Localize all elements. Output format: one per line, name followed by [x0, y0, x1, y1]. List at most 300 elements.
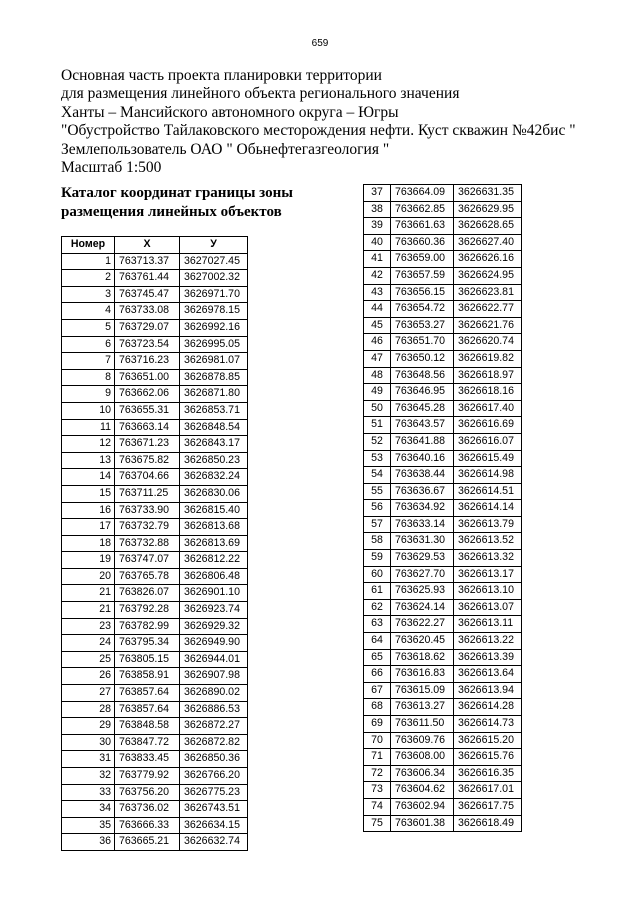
- point-number-cell: 5: [62, 319, 115, 336]
- point-number-cell: 55: [364, 483, 391, 500]
- x-coordinate-cell: 763805.15: [115, 651, 180, 668]
- y-coordinate-cell: 3626743.51: [180, 801, 248, 818]
- point-number-cell: 73: [364, 782, 391, 799]
- table-row: [62, 801, 248, 818]
- y-coordinate-cell: 3626992.16: [180, 319, 248, 336]
- table-row: [364, 782, 522, 799]
- table-row: [62, 768, 248, 785]
- point-number-cell: 49: [364, 384, 391, 401]
- x-coordinate-cell: 763616.83: [391, 666, 454, 683]
- point-number-cell: 21: [62, 602, 115, 619]
- x-coordinate-cell: 763736.02: [115, 801, 180, 818]
- table-row: [364, 583, 522, 600]
- x-coordinate-cell: 763609.76: [391, 732, 454, 749]
- point-number-cell: 47: [364, 350, 391, 367]
- y-coordinate-cell: 3626901.10: [180, 585, 248, 602]
- coordinates-table-right: [363, 184, 522, 832]
- table-row: [364, 765, 522, 782]
- page-number: 659: [311, 38, 329, 49]
- x-coordinate-cell: 763615.09: [391, 682, 454, 699]
- x-coordinate-cell: 763704.66: [115, 469, 180, 486]
- point-number-cell: 41: [364, 251, 391, 268]
- point-number-cell: 46: [364, 334, 391, 351]
- y-coordinate-cell: 3626872.82: [180, 734, 248, 751]
- coordinates-table-left: [61, 236, 248, 851]
- point-number-cell: 24: [62, 635, 115, 652]
- table-row: [364, 251, 522, 268]
- x-coordinate-cell: 763826.07: [115, 585, 180, 602]
- point-number-cell: 21: [62, 585, 115, 602]
- point-number-cell: 40: [364, 234, 391, 251]
- table-row: [364, 218, 522, 235]
- point-number-cell: 66: [364, 666, 391, 683]
- x-coordinate-cell: 763624.14: [391, 599, 454, 616]
- table-row: [62, 485, 248, 502]
- x-coordinate-cell: 763661.63: [391, 218, 454, 235]
- table-row: [62, 585, 248, 602]
- table-row: [62, 751, 248, 768]
- x-coordinate-cell: 763601.38: [391, 815, 454, 832]
- y-coordinate-cell: 3626620.74: [454, 334, 522, 351]
- point-number-cell: 12: [62, 436, 115, 453]
- point-number-cell: 62: [364, 599, 391, 616]
- point-number-cell: 1: [62, 253, 115, 270]
- table-row: [62, 519, 248, 536]
- x-coordinate-cell: 763732.88: [115, 535, 180, 552]
- point-number-cell: 30: [62, 734, 115, 751]
- table-row: [364, 350, 522, 367]
- x-coordinate-cell: 763657.59: [391, 267, 454, 284]
- y-coordinate-cell: 3626617.01: [454, 782, 522, 799]
- x-coordinate-cell: 763665.21: [115, 834, 180, 851]
- y-coordinate-cell: 3626949.90: [180, 635, 248, 652]
- y-coordinate-cell: 3626971.70: [180, 286, 248, 303]
- point-number-cell: 63: [364, 616, 391, 633]
- table-row: [364, 749, 522, 766]
- x-coordinate-cell: 763633.14: [391, 516, 454, 533]
- table-row: [364, 666, 522, 683]
- point-number-cell: 17: [62, 519, 115, 536]
- x-coordinate-cell: 763648.56: [391, 367, 454, 384]
- table-row: [364, 483, 522, 500]
- point-number-cell: 3: [62, 286, 115, 303]
- point-number-cell: 45: [364, 317, 391, 334]
- table-row: [364, 533, 522, 550]
- point-number-cell: 67: [364, 682, 391, 699]
- point-number-cell: 34: [62, 801, 115, 818]
- y-coordinate-cell: 3626631.35: [454, 185, 522, 202]
- table-row: [62, 817, 248, 834]
- y-coordinate-cell: 3626813.69: [180, 535, 248, 552]
- y-coordinate-cell: 3626850.36: [180, 751, 248, 768]
- point-number-cell: 68: [364, 699, 391, 716]
- x-coordinate-cell: 763631.30: [391, 533, 454, 550]
- point-number-cell: 74: [364, 798, 391, 815]
- x-coordinate-cell: 763627.70: [391, 566, 454, 583]
- y-coordinate-cell: 3626907.98: [180, 668, 248, 685]
- point-number-cell: 10: [62, 402, 115, 419]
- x-coordinate-cell: 763729.07: [115, 319, 180, 336]
- y-coordinate-cell: 3626613.79: [454, 516, 522, 533]
- x-coordinate-cell: 763618.62: [391, 649, 454, 666]
- y-coordinate-cell: 3626806.48: [180, 568, 248, 585]
- y-coordinate-cell: 3626613.10: [454, 583, 522, 600]
- point-number-cell: 61: [364, 583, 391, 600]
- x-coordinate-cell: 763636.67: [391, 483, 454, 500]
- y-coordinate-cell: 3626613.11: [454, 616, 522, 633]
- point-number-cell: 52: [364, 433, 391, 450]
- point-number-cell: 2: [62, 270, 115, 287]
- y-coordinate-cell: 3626617.75: [454, 798, 522, 815]
- point-number-cell: 28: [62, 701, 115, 718]
- x-coordinate-cell: 763651.70: [391, 334, 454, 351]
- y-coordinate-cell: 3626613.94: [454, 682, 522, 699]
- x-coordinate-cell: 763608.00: [391, 749, 454, 766]
- y-coordinate-cell: 3626614.51: [454, 483, 522, 500]
- y-coordinate-cell: 3626613.52: [454, 533, 522, 550]
- x-coordinate-cell: 763858.91: [115, 668, 180, 685]
- x-coordinate-cell: 763723.54: [115, 336, 180, 353]
- y-coordinate-cell: 3626872.27: [180, 718, 248, 735]
- table-row: [364, 633, 522, 650]
- column-header-y: У: [180, 237, 248, 254]
- point-number-cell: 48: [364, 367, 391, 384]
- x-coordinate-cell: 763650.12: [391, 350, 454, 367]
- y-coordinate-cell: 3626613.22: [454, 633, 522, 650]
- point-number-cell: 4: [62, 303, 115, 320]
- x-coordinate-cell: 763638.44: [391, 467, 454, 484]
- y-coordinate-cell: 3626616.69: [454, 417, 522, 434]
- table-row: [62, 253, 248, 270]
- x-coordinate-cell: 763675.82: [115, 452, 180, 469]
- y-coordinate-cell: 3626613.32: [454, 550, 522, 567]
- x-coordinate-cell: 763716.23: [115, 353, 180, 370]
- point-number-cell: 15: [62, 485, 115, 502]
- y-coordinate-cell: 3626613.39: [454, 649, 522, 666]
- point-number-cell: 31: [62, 751, 115, 768]
- point-number-cell: 18: [62, 535, 115, 552]
- point-number-cell: 9: [62, 386, 115, 403]
- table-row: [62, 469, 248, 486]
- x-coordinate-cell: 763847.72: [115, 734, 180, 751]
- table-row: [364, 433, 522, 450]
- table-row: [364, 400, 522, 417]
- table-row: [62, 452, 248, 469]
- table-row: [364, 234, 522, 251]
- y-coordinate-cell: 3626886.53: [180, 701, 248, 718]
- x-coordinate-cell: 763711.25: [115, 485, 180, 502]
- point-number-cell: 70: [364, 732, 391, 749]
- x-coordinate-cell: 763756.20: [115, 784, 180, 801]
- table-row: [62, 718, 248, 735]
- x-coordinate-cell: 763656.15: [391, 284, 454, 301]
- table-row: [364, 467, 522, 484]
- y-coordinate-cell: 3626613.64: [454, 666, 522, 683]
- y-coordinate-cell: 3626627.40: [454, 234, 522, 251]
- y-coordinate-cell: 3626813.68: [180, 519, 248, 536]
- y-coordinate-cell: 3626624.95: [454, 267, 522, 284]
- y-coordinate-cell: 3626618.16: [454, 384, 522, 401]
- table-row: [62, 319, 248, 336]
- point-number-cell: 35: [62, 817, 115, 834]
- y-coordinate-cell: 3626616.07: [454, 433, 522, 450]
- y-coordinate-cell: 3627027.45: [180, 253, 248, 270]
- table-row: [364, 566, 522, 583]
- x-coordinate-cell: 763641.88: [391, 433, 454, 450]
- y-coordinate-cell: 3626615.20: [454, 732, 522, 749]
- table-row: [62, 419, 248, 436]
- section-title: Каталог координат границы зоны размещения линейных объектов: [61, 185, 293, 220]
- y-coordinate-cell: 3626628.65: [454, 218, 522, 235]
- header-line-object: для размещения линейного объекта регионального значения: [61, 85, 460, 103]
- x-coordinate-cell: 763651.00: [115, 369, 180, 386]
- point-number-cell: 56: [364, 500, 391, 517]
- y-coordinate-cell: 3626923.74: [180, 602, 248, 619]
- table-row: [364, 550, 522, 567]
- y-coordinate-cell: 3626626.16: [454, 251, 522, 268]
- y-coordinate-cell: 3626632.74: [180, 834, 248, 851]
- x-coordinate-cell: 763833.45: [115, 751, 180, 768]
- point-number-cell: 57: [364, 516, 391, 533]
- y-coordinate-cell: 3626848.54: [180, 419, 248, 436]
- y-coordinate-cell: 3626812.22: [180, 552, 248, 569]
- table-row: [364, 284, 522, 301]
- point-number-cell: 26: [62, 668, 115, 685]
- point-number-cell: 8: [62, 369, 115, 386]
- column-header-number: Номер: [62, 237, 115, 254]
- x-coordinate-cell: 763745.47: [115, 286, 180, 303]
- header-line-region: Ханты – Мансийского автономного округа – Югры: [61, 103, 399, 121]
- table-row: [364, 516, 522, 533]
- x-coordinate-cell: 763747.07: [115, 552, 180, 569]
- y-coordinate-cell: 3626995.05: [180, 336, 248, 353]
- point-number-cell: 59: [364, 550, 391, 567]
- x-coordinate-cell: 763733.90: [115, 502, 180, 519]
- y-coordinate-cell: 3626623.81: [454, 284, 522, 301]
- header-line-title: "Обустройство Тайлаковского месторождения нефти. Куст скважин №42бис ": [61, 122, 576, 140]
- x-coordinate-cell: 763779.92: [115, 768, 180, 785]
- table-row: [364, 798, 522, 815]
- point-number-cell: 64: [364, 633, 391, 650]
- x-coordinate-cell: 763606.34: [391, 765, 454, 782]
- table-row: [62, 386, 248, 403]
- table-row: [62, 602, 248, 619]
- x-coordinate-cell: 763634.92: [391, 500, 454, 517]
- table-row: [364, 815, 522, 832]
- point-number-cell: 54: [364, 467, 391, 484]
- y-coordinate-cell: 3626615.76: [454, 749, 522, 766]
- y-coordinate-cell: 3626613.07: [454, 599, 522, 616]
- document-header: [61, 67, 621, 177]
- x-coordinate-cell: 763664.09: [391, 185, 454, 202]
- x-coordinate-cell: 763848.58: [115, 718, 180, 735]
- x-coordinate-cell: 763765.78: [115, 568, 180, 585]
- y-coordinate-cell: 3626613.17: [454, 566, 522, 583]
- x-coordinate-cell: 763659.00: [391, 251, 454, 268]
- y-coordinate-cell: 3626843.17: [180, 436, 248, 453]
- y-coordinate-cell: 3626634.15: [180, 817, 248, 834]
- y-coordinate-cell: 3626978.15: [180, 303, 248, 320]
- x-coordinate-cell: 763782.99: [115, 618, 180, 635]
- table-row: [62, 784, 248, 801]
- point-number-cell: 60: [364, 566, 391, 583]
- x-coordinate-cell: 763654.72: [391, 301, 454, 318]
- x-coordinate-cell: 763640.16: [391, 450, 454, 467]
- x-coordinate-cell: 763671.23: [115, 436, 180, 453]
- table-row: [364, 201, 522, 218]
- table-row: [364, 649, 522, 666]
- point-number-cell: 13: [62, 452, 115, 469]
- point-number-cell: 16: [62, 502, 115, 519]
- table-row: [62, 436, 248, 453]
- x-coordinate-cell: 763857.64: [115, 685, 180, 702]
- x-coordinate-cell: 763645.28: [391, 400, 454, 417]
- table-row: [364, 699, 522, 716]
- table-row: [62, 502, 248, 519]
- x-coordinate-cell: 763761.44: [115, 270, 180, 287]
- x-coordinate-cell: 763629.53: [391, 550, 454, 567]
- x-coordinate-cell: 763732.79: [115, 519, 180, 536]
- y-coordinate-cell: 3626617.40: [454, 400, 522, 417]
- y-coordinate-cell: 3626629.95: [454, 201, 522, 218]
- table-row: [364, 417, 522, 434]
- y-coordinate-cell: 3626618.49: [454, 815, 522, 832]
- y-coordinate-cell: 3626618.97: [454, 367, 522, 384]
- point-number-cell: 20: [62, 568, 115, 585]
- x-coordinate-cell: 763604.62: [391, 782, 454, 799]
- x-coordinate-cell: 763795.34: [115, 635, 180, 652]
- point-number-cell: 29: [62, 718, 115, 735]
- point-number-cell: 11: [62, 419, 115, 436]
- table-row: [62, 402, 248, 419]
- table-row: [62, 701, 248, 718]
- y-coordinate-cell: 3626621.76: [454, 317, 522, 334]
- x-coordinate-cell: 763602.94: [391, 798, 454, 815]
- point-number-cell: 53: [364, 450, 391, 467]
- y-coordinate-cell: 3626622.77: [454, 301, 522, 318]
- table-row: [62, 685, 248, 702]
- table-row: [62, 353, 248, 370]
- x-coordinate-cell: 763611.50: [391, 716, 454, 733]
- table-row: [62, 286, 248, 303]
- y-coordinate-cell: 3626616.35: [454, 765, 522, 782]
- table-row: [62, 552, 248, 569]
- y-coordinate-cell: 3626766.20: [180, 768, 248, 785]
- point-number-cell: 71: [364, 749, 391, 766]
- table-row: [364, 599, 522, 616]
- table-row: [62, 535, 248, 552]
- x-coordinate-cell: 763663.14: [115, 419, 180, 436]
- table-row: [364, 334, 522, 351]
- x-coordinate-cell: 763713.37: [115, 253, 180, 270]
- table-row: [364, 716, 522, 733]
- point-number-cell: 19: [62, 552, 115, 569]
- x-coordinate-cell: 763792.28: [115, 602, 180, 619]
- y-coordinate-cell: 3626890.02: [180, 685, 248, 702]
- point-number-cell: 75: [364, 815, 391, 832]
- y-coordinate-cell: 3626614.28: [454, 699, 522, 716]
- point-number-cell: 14: [62, 469, 115, 486]
- y-coordinate-cell: 3626614.73: [454, 716, 522, 733]
- point-number-cell: 58: [364, 533, 391, 550]
- x-coordinate-cell: 763662.06: [115, 386, 180, 403]
- y-coordinate-cell: 3626775.23: [180, 784, 248, 801]
- table-row: [62, 369, 248, 386]
- point-number-cell: 7: [62, 353, 115, 370]
- x-coordinate-cell: 763660.36: [391, 234, 454, 251]
- x-coordinate-cell: 763857.64: [115, 701, 180, 718]
- x-coordinate-cell: 763625.93: [391, 583, 454, 600]
- point-number-cell: 25: [62, 651, 115, 668]
- y-coordinate-cell: 3626871.80: [180, 386, 248, 403]
- y-coordinate-cell: 3626614.98: [454, 467, 522, 484]
- table-row: [62, 651, 248, 668]
- table-row: [62, 635, 248, 652]
- table-row: [62, 270, 248, 287]
- y-coordinate-cell: 3626615.49: [454, 450, 522, 467]
- point-number-cell: 6: [62, 336, 115, 353]
- table-row: [364, 500, 522, 517]
- point-number-cell: 39: [364, 218, 391, 235]
- column-header-x: Х: [115, 237, 180, 254]
- y-coordinate-cell: 3626614.14: [454, 500, 522, 517]
- table-row: [62, 618, 248, 635]
- table-row: [364, 732, 522, 749]
- header-line-project: Основная часть проекта планировки территории: [61, 67, 382, 84]
- y-coordinate-cell: 3626619.82: [454, 350, 522, 367]
- point-number-cell: 44: [364, 301, 391, 318]
- x-coordinate-cell: 763620.45: [391, 633, 454, 650]
- point-number-cell: 37: [364, 185, 391, 202]
- point-number-cell: 23: [62, 618, 115, 635]
- table-row: [364, 301, 522, 318]
- point-number-cell: 72: [364, 765, 391, 782]
- table-header-row: [62, 237, 248, 254]
- table-row: [364, 367, 522, 384]
- table-row: [62, 668, 248, 685]
- x-coordinate-cell: 763646.95: [391, 384, 454, 401]
- table-row: [364, 682, 522, 699]
- point-number-cell: 43: [364, 284, 391, 301]
- x-coordinate-cell: 763653.27: [391, 317, 454, 334]
- table-row: [364, 267, 522, 284]
- point-number-cell: 38: [364, 201, 391, 218]
- table-row: [62, 336, 248, 353]
- x-coordinate-cell: 763666.33: [115, 817, 180, 834]
- y-coordinate-cell: 3626981.07: [180, 353, 248, 370]
- x-coordinate-cell: 763643.57: [391, 417, 454, 434]
- table-row: [62, 834, 248, 851]
- point-number-cell: 33: [62, 784, 115, 801]
- point-number-cell: 69: [364, 716, 391, 733]
- x-coordinate-cell: 763655.31: [115, 402, 180, 419]
- table-row: [364, 317, 522, 334]
- table-row: [364, 450, 522, 467]
- table-row: [62, 303, 248, 320]
- point-number-cell: 36: [62, 834, 115, 851]
- y-coordinate-cell: 3627002.32: [180, 270, 248, 287]
- point-number-cell: 27: [62, 685, 115, 702]
- point-number-cell: 32: [62, 768, 115, 785]
- x-coordinate-cell: 763613.27: [391, 699, 454, 716]
- y-coordinate-cell: 3626944.01: [180, 651, 248, 668]
- y-coordinate-cell: 3626878.85: [180, 369, 248, 386]
- x-coordinate-cell: 763622.27: [391, 616, 454, 633]
- table-row: [62, 734, 248, 751]
- table-row: [364, 185, 522, 202]
- x-coordinate-cell: 763733.08: [115, 303, 180, 320]
- x-coordinate-cell: 763662.85: [391, 201, 454, 218]
